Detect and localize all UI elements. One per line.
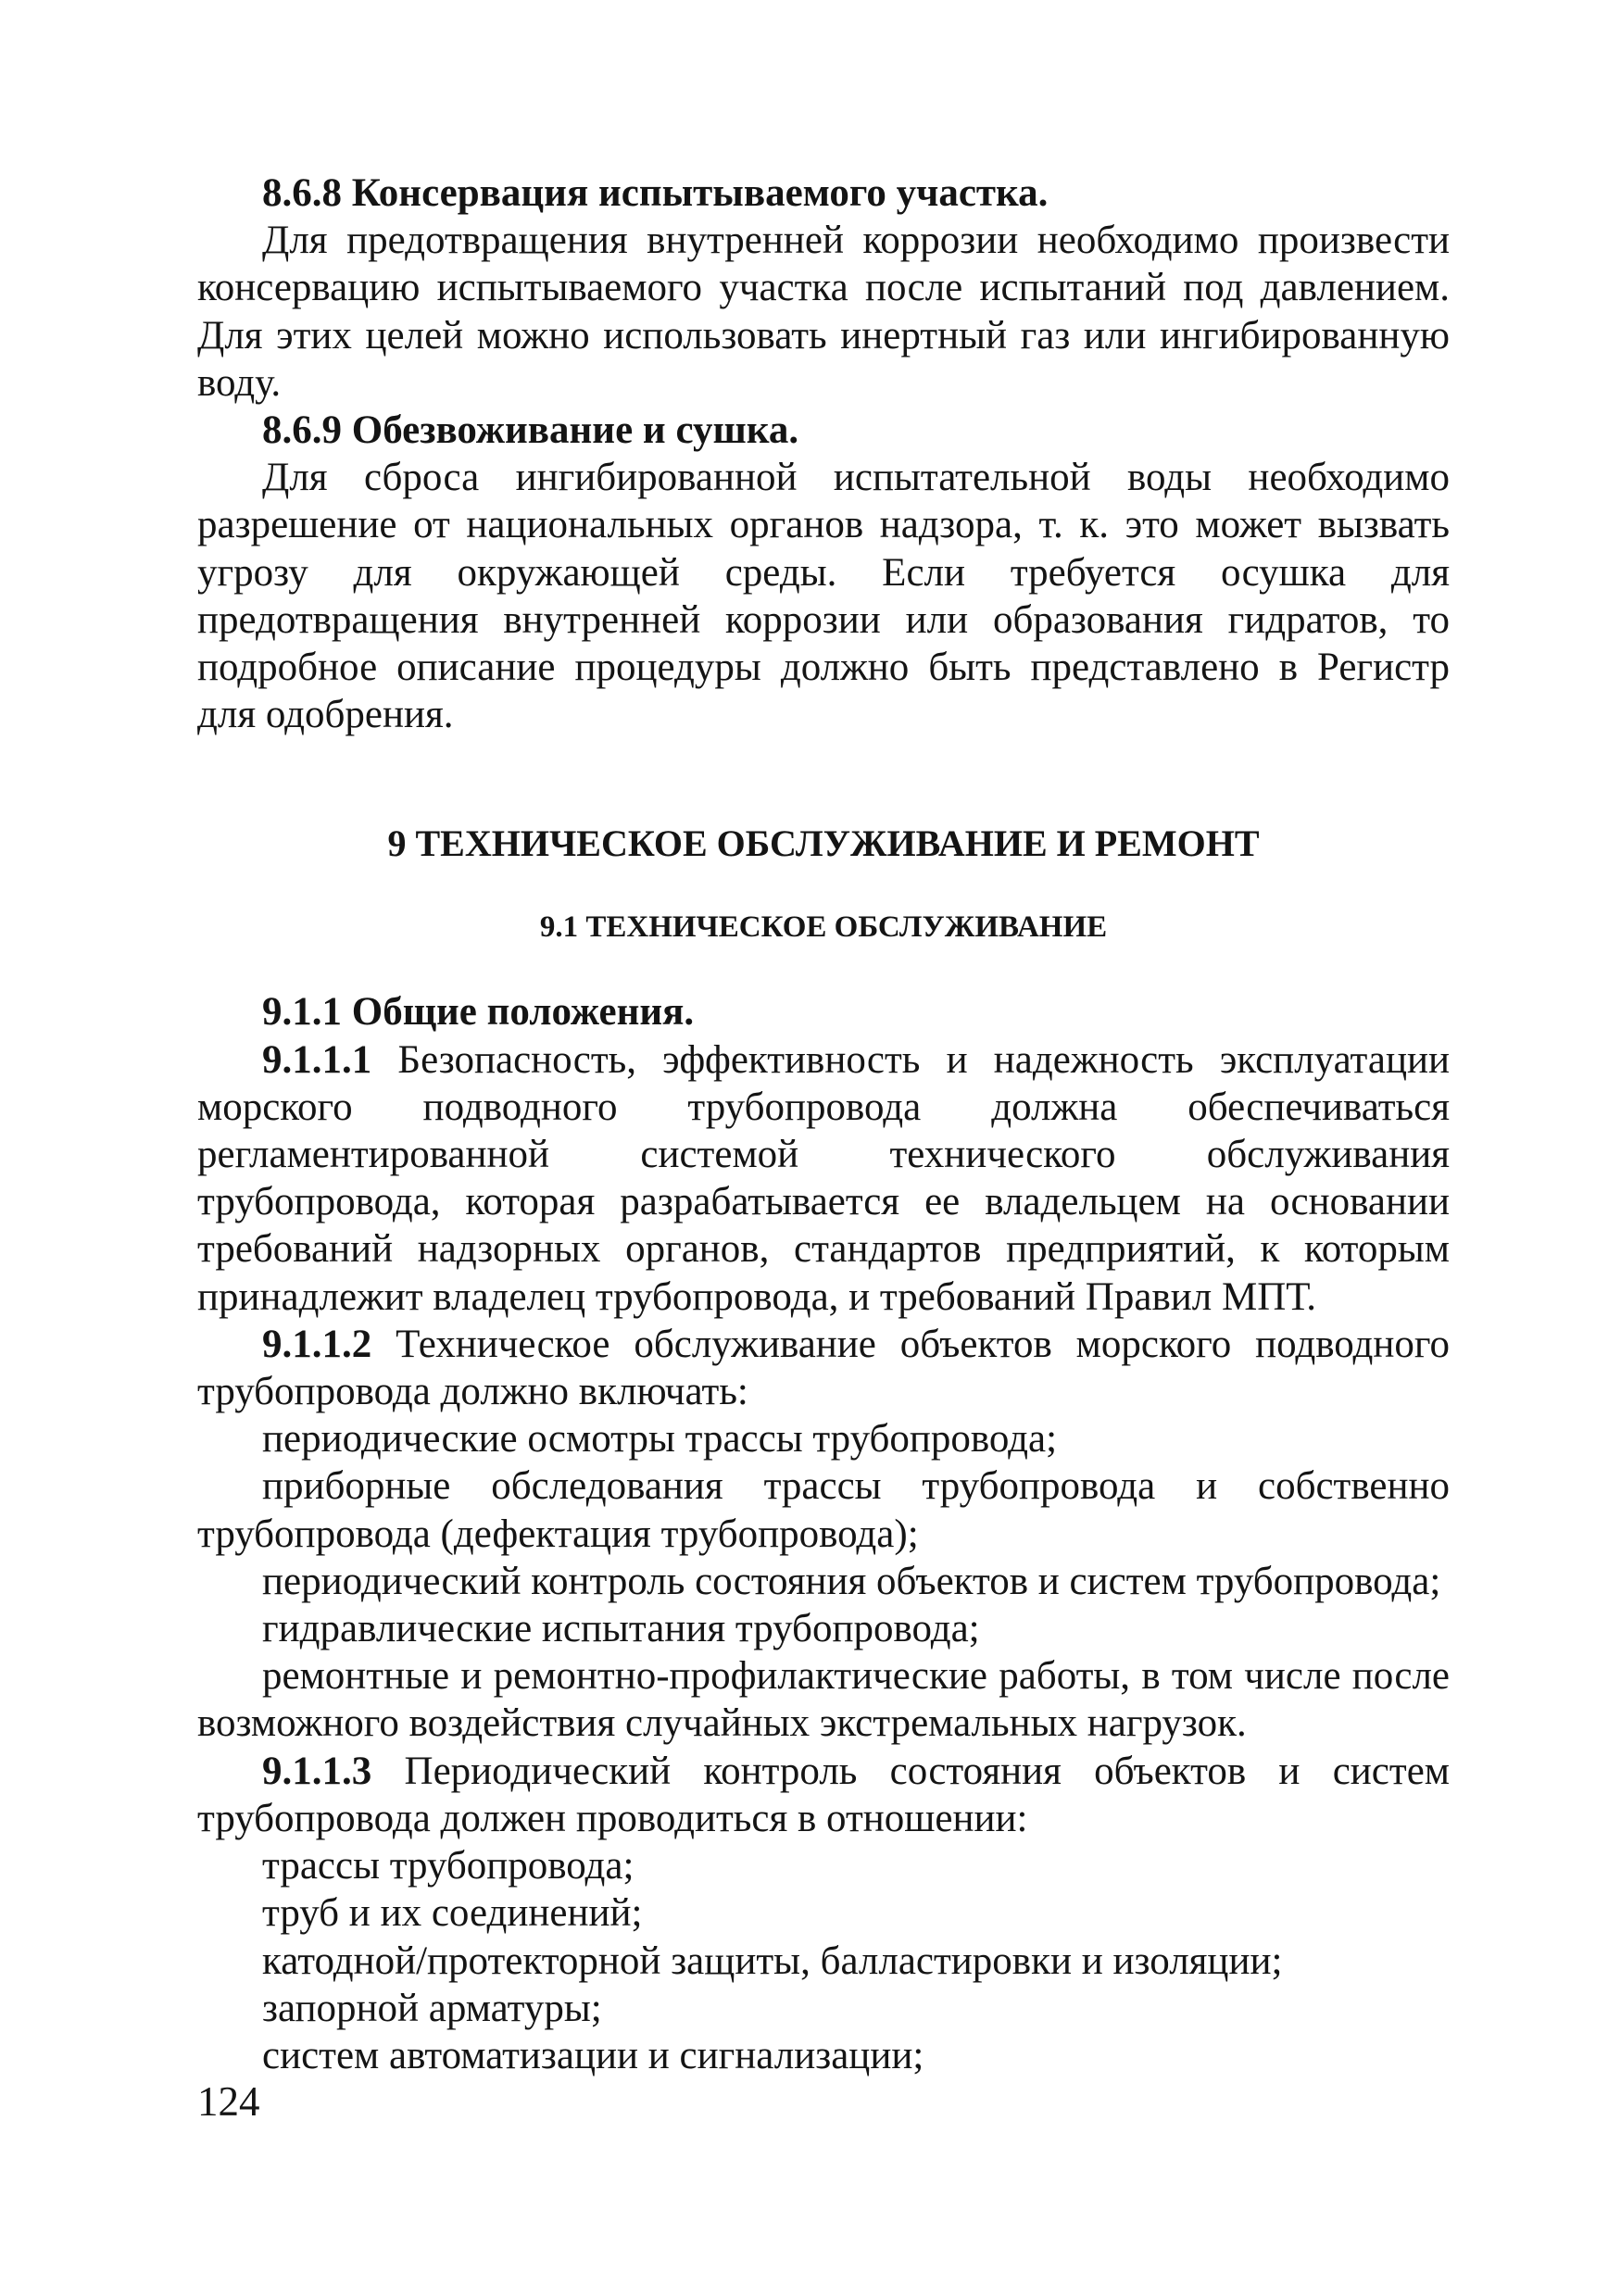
spacer bbox=[197, 951, 1450, 988]
paragraph-8-6-9: Для сброса ингибированной испытательной воды необходимо разрешение от национальных органов надзора, т. к. это может вызвать угрозу для окружающей среды. Если требуется осушка для предотвращения внутренней коррозии или образования гидратов, то подробное описание процедуры должно быть представлено в Регистр для одобрения. bbox=[197, 456, 1450, 737]
list-item: гидравлические испытания трубопровода; bbox=[262, 1607, 980, 1651]
clause-text: Периодический контроль состояния объектов и систем трубопровода должен проводиться в отношении: bbox=[197, 1749, 1450, 1840]
list-item: периодический контроль состояния объектов и систем трубопровода; bbox=[262, 1559, 1441, 1603]
paragraph-9-1-1-1 bbox=[197, 1036, 1450, 1321]
spacer bbox=[197, 867, 1450, 904]
subsection-heading-9-1-1: 9.1.1 Общие положения. bbox=[262, 990, 695, 1035]
paragraph-9-1-1-3 bbox=[197, 1748, 1450, 1842]
list-item: ремонтные и ремонтно-профилактические работы, в том числе после возможного воздействия случайных экстремальных нагрузок. bbox=[197, 1654, 1450, 1746]
list-item: катодной/протекторной защиты, балластировки и изоляции; bbox=[262, 1938, 1283, 1983]
paragraph-8-6-8: Для предотвращения внутренней коррозии необходимо произвести консервацию испытываемого участка после испытаний под давлением. Для этих целей можно использовать инертный газ или ингибированную воду. bbox=[197, 219, 1450, 405]
clause-text: Техническое обслуживание объектов морского подводного трубопровода должно включать: bbox=[197, 1322, 1450, 1414]
chapter-title: 9 ТЕХНИЧЕСКОЕ ОБСЛУЖИВАНИЕ И РЕМОНТ bbox=[387, 822, 1260, 865]
paragraph-9-1-1-2 bbox=[197, 1321, 1450, 1415]
list-item: систем автоматизации и сигнализации; bbox=[262, 2033, 924, 2077]
page-number: 124 bbox=[197, 2078, 260, 2125]
clause-number: 9.1.1.2 bbox=[262, 1322, 372, 1366]
list-item: приборные обследования трассы трубопровода и собственно трубопровода (дефектация трубопровода); bbox=[197, 1464, 1450, 1556]
list-item: трассы трубопровода; bbox=[262, 1844, 635, 1888]
subsection-heading-8-6-9: 8.6.9 Обезвоживание и сушка. bbox=[262, 408, 799, 453]
list-item: запорной арматуры; bbox=[262, 1986, 602, 2030]
clause-text: Безопасность, эффективность и надежность эксплуатации морского подводного трубопровода должна обеспечиваться регламентированной системой технического обслуживания трубопровода, которая разрабатывается ее владельцем на основании требований надзорных органов, стандартов предприятий, к которым принадлежит владелец трубопровода, и требований Правил МПТ. bbox=[197, 1037, 1450, 1319]
clause-number: 9.1.1.1 bbox=[262, 1037, 372, 1082]
list-item: периодические осмотры трассы трубопровода; bbox=[262, 1417, 1058, 1462]
spacer bbox=[197, 738, 1450, 820]
subsection-heading-8-6-8: 8.6.8 Консервация испытываемого участка. bbox=[262, 171, 1049, 215]
clause-number: 9.1.1.3 bbox=[262, 1749, 372, 1793]
list-item: труб и их соединений; bbox=[262, 1891, 643, 1936]
section-title: 9.1 ТЕХНИЧЕСКОЕ ОБСЛУЖИВАНИЕ bbox=[539, 910, 1108, 945]
page-body bbox=[197, 169, 1450, 2079]
